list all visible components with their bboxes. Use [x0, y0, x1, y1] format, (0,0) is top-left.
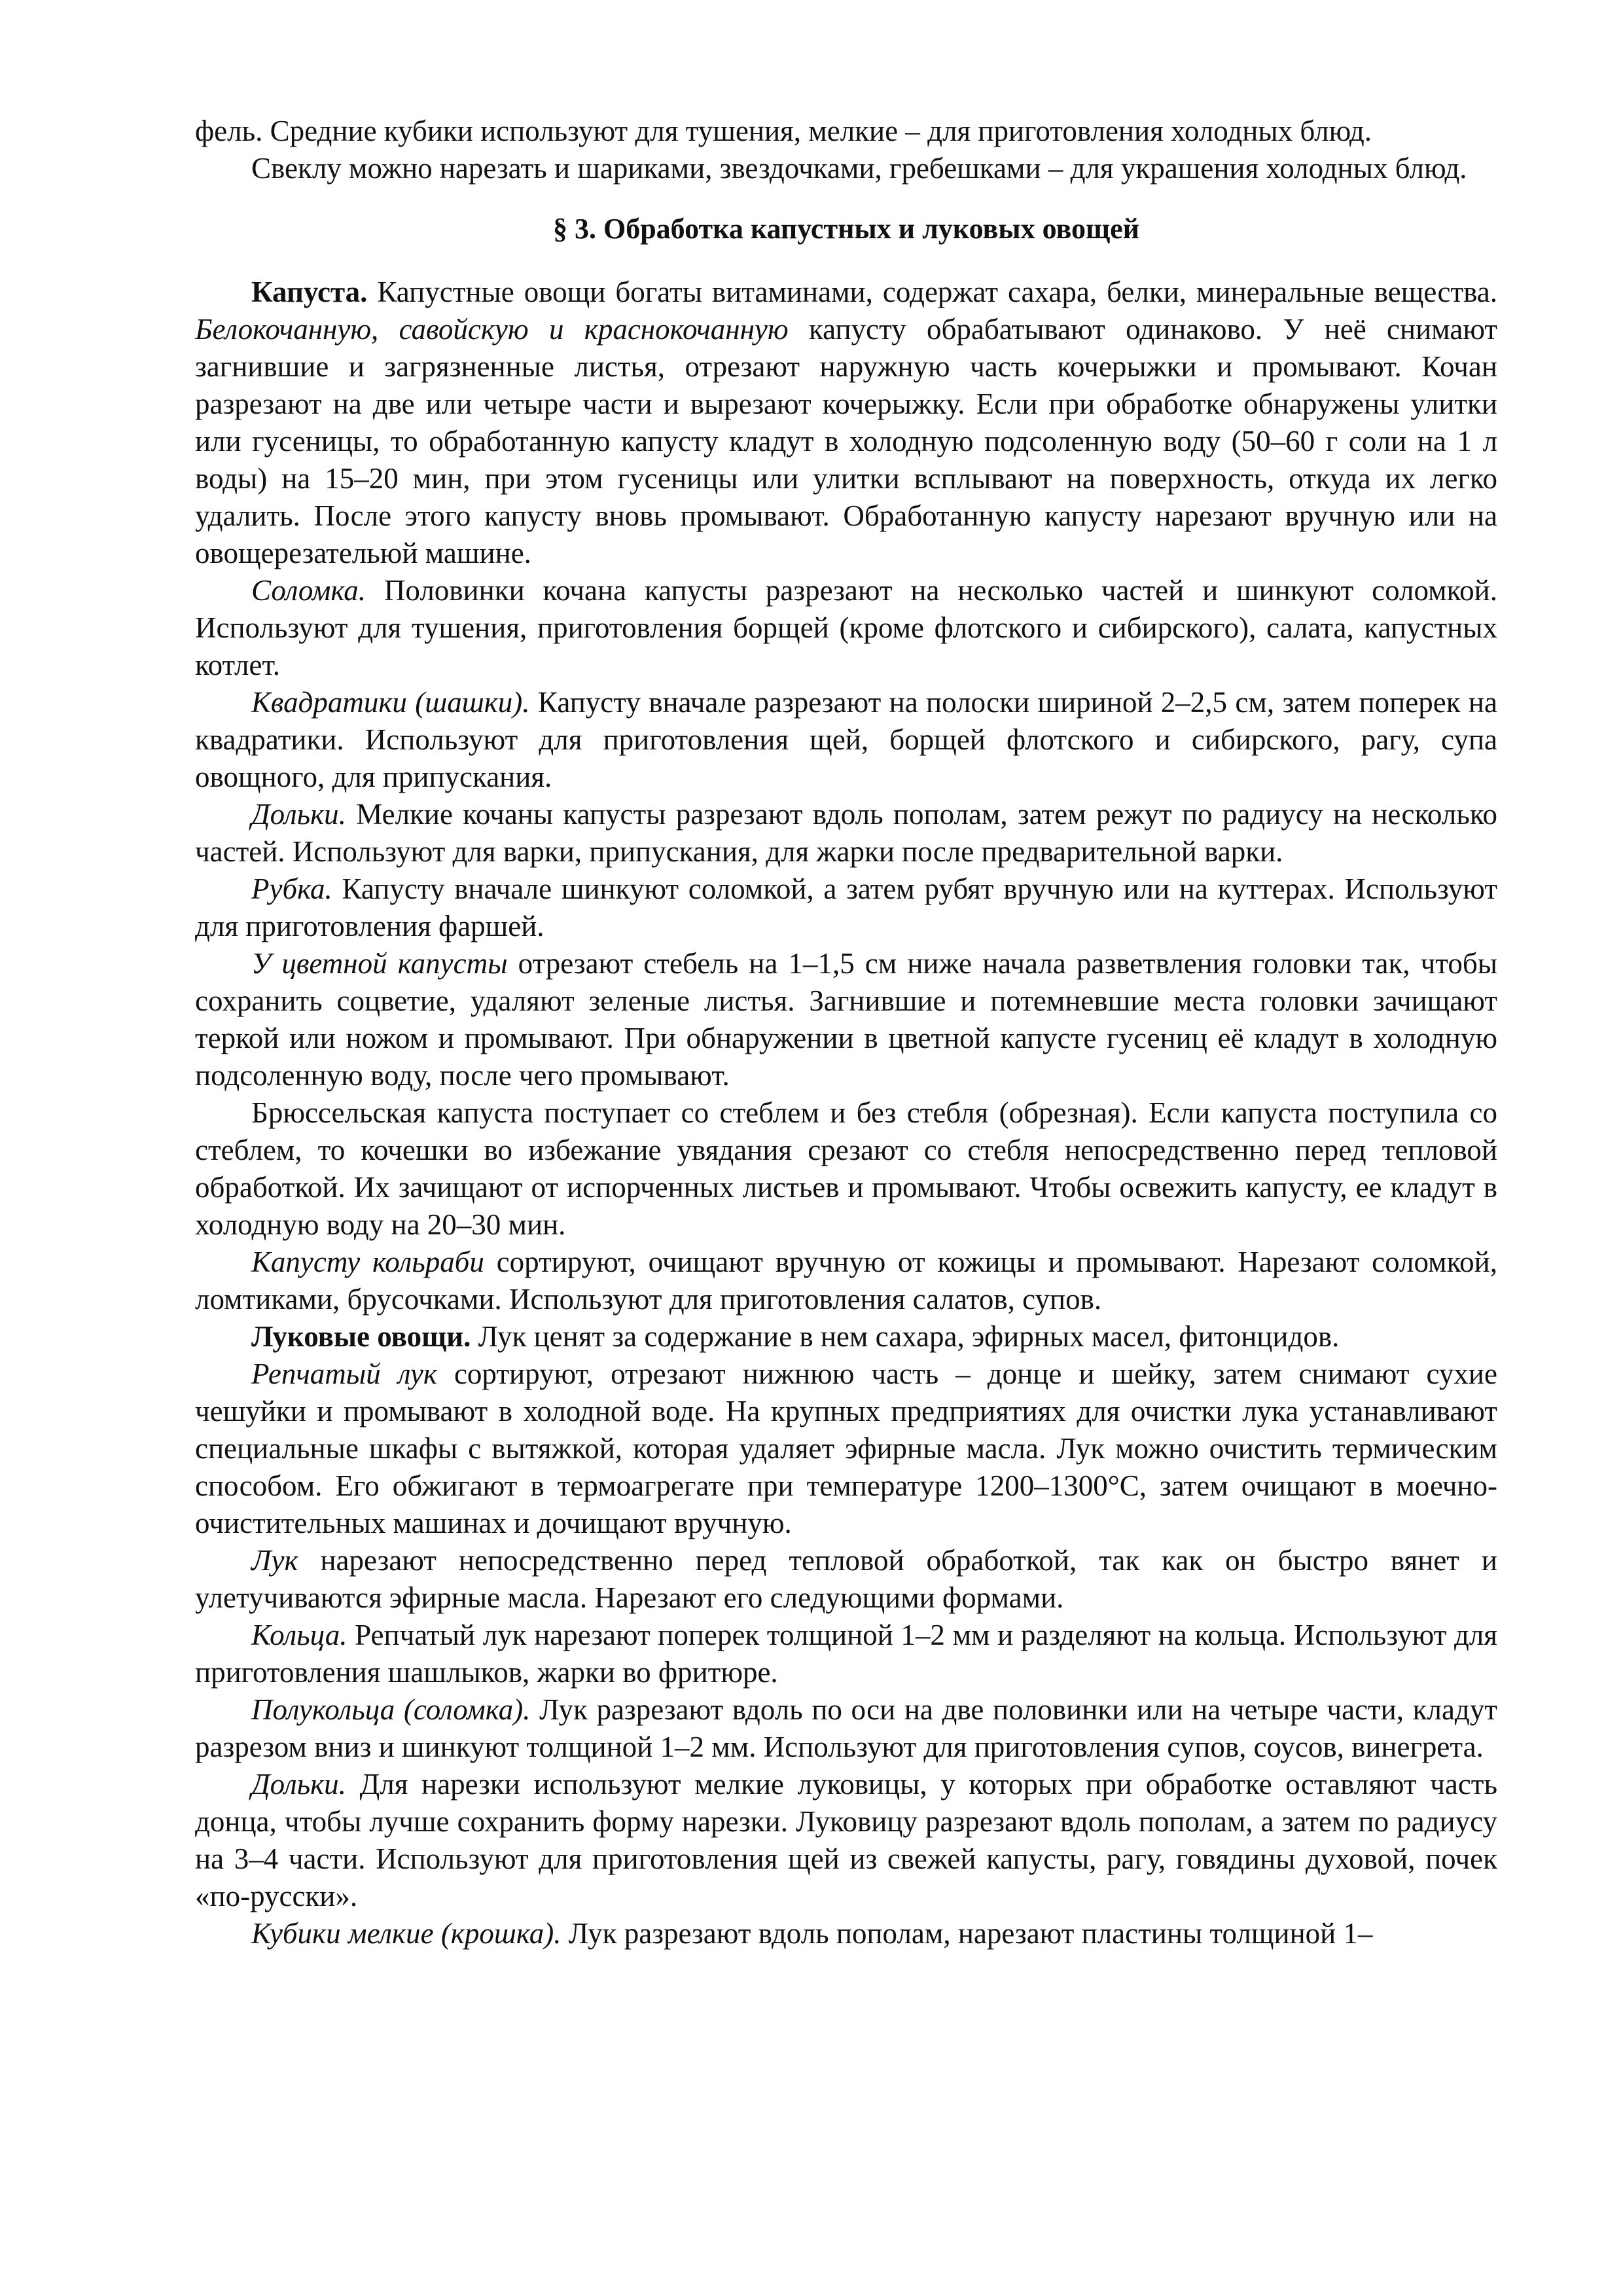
paragraph-rings: [195, 1617, 1497, 1691]
paragraph-text: Лук разрезают вдоль по оси на две половинки или на четыре части, кладут разрезом вниз и шинкуют толщиной 1–2 мм. Используют для приготовления супов, соусов, винегрета.: [195, 1693, 1497, 1763]
paragraph-half-rings: [195, 1691, 1497, 1766]
paragraph-text: Лук ценят за содержание в нем сахара, эфирных масел, фитонцидов.: [471, 1320, 1340, 1353]
paragraph-cabbage: [195, 274, 1497, 572]
paragraph-lead: Соломка.: [251, 574, 366, 607]
paragraph-italic-phrase: Белокочанную, савойскую и краснокочанную: [195, 313, 789, 346]
paragraph-cauliflower: [195, 945, 1497, 1094]
paragraph-lead: Луковые овощи.: [251, 1320, 471, 1353]
paragraph-text: сортируют, отрезают нижнюю часть – донце и шейку, затем снимают сухие чешуйки и промывают в холодной воде. На крупных предприятиях для очистки лука устанавливают специальные шкафы с вытяжкой, которая удаляет эфирные масла. Лук можно очистить термическим способом. Его обжигают в термоагрегате при температуре 1200–1300°С, затем очищают в моечно-очистительных машинах и дочищают вручную.: [195, 1357, 1497, 1539]
paragraph-kohlrabi: [195, 1244, 1497, 1318]
paragraph-lead: Лук: [251, 1544, 298, 1577]
paragraph-text: Капусту вначале разрезают на полоски шириной 2–2,5 см, затем поперек на квадратики. Используют для приготовления щей, борщей флотского и сибирского, рагу, супа овощного, для припускания.: [195, 686, 1497, 793]
paragraph-lead: Кольца.: [251, 1619, 348, 1651]
paragraph-small-cubes: [195, 1915, 1497, 1952]
paragraph-text: Мелкие кочаны капусты разрезают вдоль пополам, затем режут по радиусу на несколько частей. Используют для варки, припускания, для жарки после предварительной варки.: [195, 798, 1497, 868]
paragraph-chopping: [195, 870, 1497, 945]
paragraph-text: Капусту вначале шинкуют соломкой, а затем рубят вручную или на куттерах. Используют для приготовления фаршей.: [195, 872, 1497, 942]
paragraph-lead: У цветной капусты: [251, 947, 508, 980]
paragraph-text: Для нарезки используют мелкие луковицы, у которых при обработке оставляют часть донца, чтобы лучше сохранить форму нарезки. Луковицу разрезают вдоль пополам, а затем по радиусу на 3–4 части. Используют для приготовления щей из свежей капусты, рагу, говядины духовой, почек «по-русски».: [195, 1768, 1497, 1912]
paragraph-lead: Дольки.: [251, 1768, 346, 1801]
paragraph-text: Половинки кочана капусты разрезают на несколько частей и шинкуют соломкой. Используют для тушения, приготовления борщей (кроме флотского и сибирского), салата, капустных котлет.: [195, 574, 1497, 681]
paragraph-text: Брюссельская капуста поступает со стеблем и без стебля (обрезная). Если капуста поступила со стеблем, то кочешки во избежание увядания срезают со стебля непосредственно перед тепловой обработкой. Их зачищают от испорченных листьев и промывают. Чтобы освежить капусту, ее кладут в холодную воду на 20–30 мин.: [195, 1096, 1497, 1241]
paragraph-brussels: [195, 1094, 1497, 1244]
paragraph-text: нарезают непосредственно перед тепловой обработкой, так как он быстро вянет и улетучиваются эфирные масла. Нарезают его следующими формами.: [195, 1544, 1497, 1614]
paragraph-text: Капустные овощи богаты витаминами, содержат сахара, белки, минеральные вещества.: [367, 276, 1497, 308]
paragraph-text-after: капусту обрабатывают одинаково. У неё снимают загнившие и загрязненные листья, отрезают наружную часть кочерыжки и промывают. Кочан разрезают на две или четыре части и вырезают кочерыжку. Если при обработке обнаружены улитки или гусеницы, то обработанную капусту кладут в холодную подсоленную воду (50–60 г соли на 1 л воды) на 15–20 мин, при этом гусеницы или улитки всплывают на поверхность, откуда их легко удалить. После этого капусту вновь промывают. Обработанную капусту нарезают вручную или на овощерезательюй машине.: [195, 313, 1498, 569]
paragraph-lead: Капусту кольраби: [251, 1246, 484, 1278]
paragraph-text: сортируют, очищают вручную от кожицы и промывают. Нарезают соломкой, ломтиками, брусочками. Используют для приготовления салатов, супов.: [195, 1246, 1497, 1316]
paragraph-bulb-onion: [195, 1355, 1497, 1542]
paragraph-lead: Кубики мелкие (крошка).: [251, 1917, 562, 1950]
paragraph-lead: Капуста.: [251, 276, 368, 308]
paragraph-lead: Квадратики (шашки).: [251, 686, 530, 719]
paragraph-onion-cut: [195, 1542, 1497, 1617]
paragraph-text: Лук разрезают вдоль пополам, нарезают пластины толщиной 1–: [561, 1917, 1373, 1950]
paragraph-straw: [195, 572, 1497, 684]
text-column: [195, 113, 1497, 1952]
paragraph-lead: Репчатый лук: [251, 1357, 437, 1390]
beet-paragraph: Свеклу можно нарезать и шариками, звездочками, гребешками – для украшения холодных блюд.: [251, 152, 1467, 185]
intro-continuation: фель. Средние кубики используют для тушения, мелкие – для приготовления холодных блюд.: [195, 115, 1372, 147]
paragraph-text: Репчатый лук нарезают поперек толщиной 1–2 мм и разделяют на кольца. Используют для приготовления шашлыков, жарки во фритюре.: [195, 1619, 1497, 1689]
paragraph-onion-vegetables: [195, 1318, 1497, 1355]
paragraph-onion-wedges: [195, 1766, 1497, 1915]
paragraph-wedges: [195, 796, 1497, 870]
section-heading: § 3. Обработка капустных и луковых овощей: [552, 213, 1139, 245]
paragraph-lead: Рубка.: [251, 872, 332, 905]
paragraph-lead: Дольки.: [251, 798, 346, 831]
paragraph-squares: [195, 684, 1497, 796]
paragraph-text: отрезают стебель на 1–1,5 см ниже начала разветвления головки так, чтобы сохранить соцветие, удаляют зеленые листья. Загнившие и потемневшие места головки зачищают теркой или ножом и промывают. При обнаружении в цветной капусте гусениц её кладут в холодную подсоленную воду, после чего промывают.: [195, 947, 1497, 1092]
paragraph-lead: Полукольца (соломка).: [251, 1693, 531, 1726]
